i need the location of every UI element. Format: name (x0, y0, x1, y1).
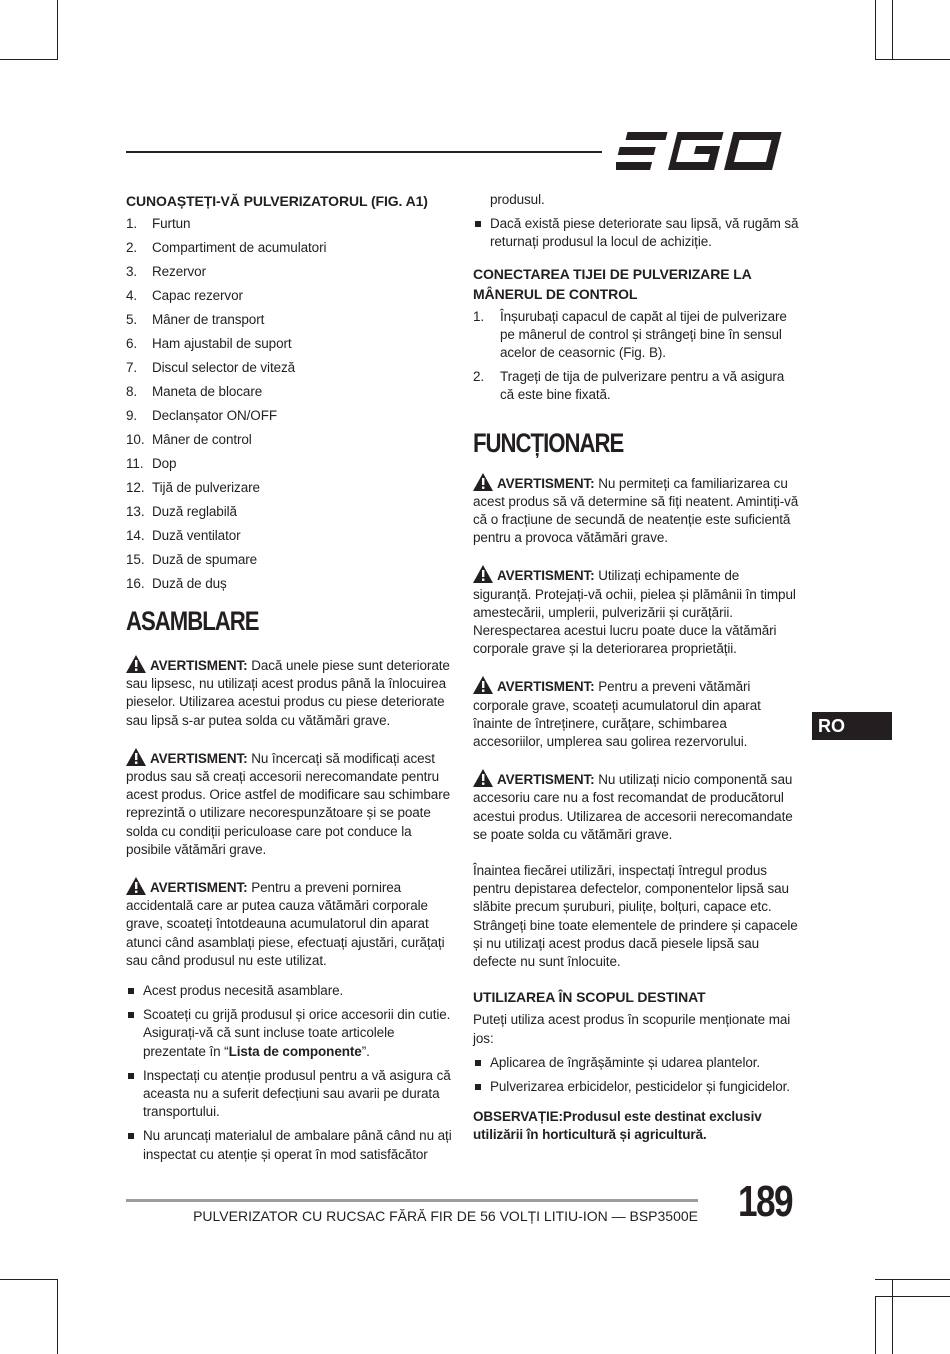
item-label: Furtun (152, 216, 191, 231)
intended-use-heading: UTILIZAREA ÎN SCOPUL DESTINAT (473, 989, 706, 1006)
item-number: 15. (126, 552, 145, 567)
step-number: 2. (473, 369, 485, 385)
footer-title: PULVERIZATOR CU RUCSAC FĂRĂ FIR DE 56 VOLȚI LITIU-ION — BSP3500E (193, 1208, 698, 1224)
crop-mark (0, 59, 58, 60)
item-number: 14. (126, 528, 145, 543)
crop-mark (875, 1296, 876, 1354)
parts-list-item (126, 335, 452, 359)
step-text: Trageți de tija de pulverizare pentru a vă asigura că este bine fixată. (500, 369, 785, 403)
crop-mark (892, 1279, 893, 1354)
note-paragraph: OBSERVAȚIE:Produsul este destinat exclusiv utilizării în horticultură și agricultură. (473, 1109, 762, 1143)
item-number: 8. (126, 384, 138, 399)
item-label: Mâner de control (152, 432, 252, 447)
warning-paragraph (473, 565, 799, 658)
list-item: Nu aruncați materialul de ambalare până când nu ați inspectat cu atenție și operat în mod satisfăcător (126, 1127, 452, 1163)
warning-label: AVERTISMENT: (150, 658, 248, 673)
item-label: Duză reglabilă (152, 504, 237, 519)
list-item: Dacă există piese deteriorate sau lipsă, vă rugăm să returnați produsul la locul de achiziție. (473, 215, 799, 251)
item-number: 5. (126, 312, 138, 327)
item-label: Compartiment de acumulatori (152, 240, 327, 255)
parts-list-item (126, 359, 452, 383)
intended-use-bullets (473, 1054, 799, 1096)
warning-label: AVERTISMENT: (497, 475, 595, 491)
header-rule (126, 151, 602, 153)
step-item (473, 308, 799, 363)
warning-text: Dacă unele piese sunt deteriorate sau lipsesc, nu utilizați acest produs până la înlocuirea pieselor. Utilizarea acestui produs cu piese deteriorate sau lipsă s-ar putea solda cu vătămări grave. (126, 658, 450, 728)
item-label: Rezervor (152, 264, 206, 279)
parts-list-item (126, 383, 452, 407)
parts-list (126, 215, 452, 599)
item-label: Maneta de blocare (152, 384, 263, 399)
assembly-title: ASAMBLARE (126, 606, 259, 636)
item-label: Tijă de pulverizare (152, 480, 260, 495)
item-number: 9. (126, 408, 138, 423)
page-number: 189 (738, 1177, 792, 1226)
item-number: 7. (126, 360, 138, 375)
operation-title: FUNCȚIONARE (473, 427, 624, 458)
warning-triangle-icon (473, 676, 493, 694)
crop-mark (57, 0, 58, 60)
warning-triangle-icon (473, 769, 493, 787)
item-number: 11. (126, 456, 144, 471)
list-item: Aplicarea de îngrășăminte și udarea plantelor. (473, 1054, 799, 1072)
item-number: 1. (126, 216, 138, 231)
assembly-bullets (126, 982, 452, 1164)
warning-label: AVERTISMENT: (497, 568, 595, 584)
warning-paragraph (473, 473, 799, 548)
warning-text: Nu permiteți ca familiarizarea cu acest produs să vă determine să fiți neatent. Amintiți-vă că o fracțiune de secundă de neatenție este suficientă pentru a provoca vătămări grave. (473, 475, 799, 546)
list-item: Acest produs necesită asamblare. (126, 982, 452, 1000)
crop-mark (875, 0, 876, 60)
warning-text: Utilizați echipamente de siguranță. Protejați-vă ochii, pielea și plămânii în timpul amestecării, umplerii, pulverizării și curățării. Nerespectarea acestui lucru poate duce la vătămări corporale grave și la deteriorarea proprietății. (473, 568, 796, 657)
know-your-sprayer-heading: CUNOAȘTEȚI-VĂ PULVERIZATORUL (FIG. A1) (126, 193, 428, 209)
parts-list-item (126, 551, 452, 575)
warning-text: Pentru a preveni vătămări corporale grave, scoateți acumulatorul din aparat înainte de întreținere, curățare, schimbarea accesoriilor, umplerea sau golirea rezervorului. (473, 679, 761, 750)
list-item-text: ”. (361, 1043, 370, 1059)
warning-text: Nu încercați să modificați acest produs sau să creați accesorii nerecomandate pentru acest produs. Orice astfel de modificare sau schimbare reprezintă o utilizare necorespunzătoare și se poate solda cu condiții periculoase care pot conduce la posibile vătămări grave. (126, 750, 450, 857)
item-label: Capac rezervor (152, 288, 243, 303)
item-label: Duză ventilator (152, 528, 241, 543)
warning-triangle-icon (473, 565, 493, 583)
right-column (473, 191, 799, 1145)
warning-paragraph (126, 655, 452, 730)
parts-list-item (126, 407, 452, 431)
warning-label: AVERTISMENT: (497, 772, 595, 788)
parts-list-item (126, 287, 452, 311)
item-label: Duză de duș (152, 576, 227, 591)
inspection-paragraph: Înaintea fiecărei utilizări, inspectați întregul produs pentru depistarea defectelor, componentelor lipsă sau slăbite precum șuruburi, piulițe, bolțuri, capace etc. Strângeți bine toate elementele de prindere și capacele și nu utilizați acest produs dacă piesele lipsă sau defecte nu sunt înlocuite. (473, 863, 798, 970)
footer-rule (126, 1199, 698, 1202)
list-item: Inspectați cu atenție produsul pentru a vă asigura că aceasta nu a suferit defecțiuni sau avarii pe durata transportului. (126, 1067, 452, 1122)
item-number: 6. (126, 336, 138, 351)
list-item-text: Scoateți cu grijă produsul și orice accesorii din cutie. Asigurați-vă că sunt incluse toate articolele prezentate în “ (143, 1007, 451, 1059)
parts-list-item (126, 311, 452, 335)
parts-list-item (126, 503, 452, 527)
item-label: Ham ajustabil de suport (152, 336, 292, 351)
list-item: Pulverizarea erbicidelor, pesticidelor și fungicidelor. (473, 1078, 799, 1096)
item-label: Discul selector de viteză (152, 360, 296, 375)
step-number: 1. (473, 308, 485, 324)
crop-mark (892, 0, 893, 60)
warning-label: AVERTISMENT: (497, 679, 595, 695)
crop-mark (57, 1279, 58, 1354)
step-text: Înșurubați capacul de capăt al tijei de pulverizare pe mânerul de control și strângeți bine în sensul acelor de ceasornic (Fig. B). (500, 308, 787, 361)
warning-paragraph (473, 676, 799, 751)
parts-list-item (126, 479, 452, 503)
left-column (126, 191, 452, 1170)
warning-label: AVERTISMENT: (150, 750, 248, 766)
item-label: Duză de spumare (152, 552, 258, 567)
components-list-reference: Lista de componente (228, 1043, 362, 1059)
parts-list-item (126, 263, 452, 287)
warning-paragraph (126, 748, 452, 859)
item-number: 2. (126, 240, 138, 255)
warning-triangle-icon (126, 655, 146, 673)
list-item (126, 1006, 452, 1061)
parts-list-item (126, 527, 452, 551)
item-number: 13. (126, 504, 145, 519)
item-label: Dop (152, 456, 177, 471)
item-number: 10. (126, 432, 145, 447)
warning-text: Pentru a preveni pornirea accidentală care ar putea cauza vătămări corporale grave, scoateți întotdeauna acumulatorul din aparat atunci când asamblați piese, efectuați ajustări, curățați sau când produsul nu este utilizat. (126, 880, 445, 968)
item-label: Declanșator ON/OFF (152, 408, 277, 423)
warning-triangle-icon (473, 473, 493, 491)
step-item (473, 368, 799, 404)
language-tab: RO (812, 712, 892, 740)
connect-heading: CONECTAREA TIJEI DE PULVERIZARE LA MÂNERUL DE CONTROL (473, 265, 752, 302)
parts-list-item (126, 575, 452, 599)
parts-list-item (126, 431, 452, 455)
item-label: Mâner de transport (152, 312, 265, 327)
intended-use-intro: Puteți utiliza acest produs în scopurile menționate mai jos: (473, 1012, 791, 1046)
warning-text: Nu utilizați nicio componentă sau accesoriu care nu a fost recomandat de producătorul acestui produs. Utilizarea de accesorii nerecomandate se poate solda cu vătămări grave. (473, 772, 793, 842)
warning-label: AVERTISMENT: (150, 880, 248, 896)
connect-steps (473, 308, 799, 405)
warning-triangle-icon (126, 877, 146, 895)
item-number: 3. (126, 264, 138, 279)
item-number: 4. (126, 288, 138, 303)
ego-logo (616, 130, 800, 172)
item-number: 12. (126, 480, 145, 495)
warning-triangle-icon (126, 748, 146, 766)
missing-parts-bullets (473, 215, 799, 251)
item-number: 16. (126, 576, 145, 591)
crop-mark (875, 59, 950, 60)
crop-mark (875, 1296, 950, 1297)
parts-list-item (126, 239, 452, 263)
parts-list-item (126, 455, 452, 479)
crop-mark (0, 1279, 58, 1280)
operation-warnings (473, 473, 799, 844)
continued-text: produsul. (490, 192, 545, 207)
crop-mark (875, 1279, 950, 1280)
warning-paragraph (473, 769, 799, 844)
warning-paragraph (126, 877, 452, 970)
parts-list-item (126, 215, 452, 239)
